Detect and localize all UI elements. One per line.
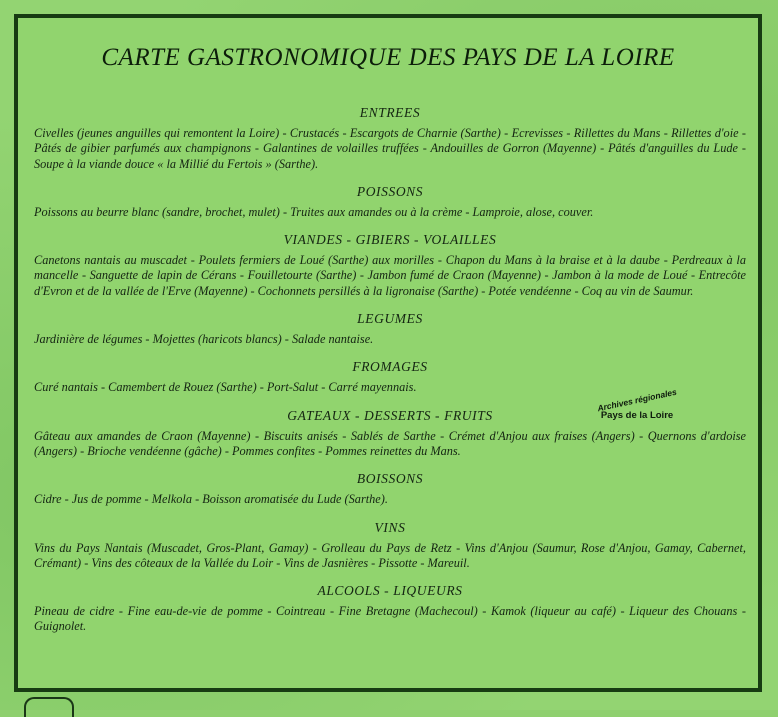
section-vins (34, 519, 746, 572)
section-viandes (34, 231, 746, 299)
section-heading: BOISSONS (356, 471, 424, 487)
section-poissons (34, 183, 746, 220)
section-text: Poissons au beurre blanc (sandre, brochet, mulet) - Truites aux amandes ou à la crème - Lamproie, alose, couver. (34, 204, 594, 219)
section-text: Cidre - Jus de pomme - Melkola - Boisson aromatisée du Lude (Sarthe). (34, 492, 388, 507)
section-text: Canetons nantais au muscadet - Poulets fermiers de Loué (Sarthe) aux morilles - Chapon du Mans à la braise et à la daube - Perdreaux à la mancelle - Sanguette de lapin de Cérans - Fouilletourte (Sarthe) - Jambon fumé de Craon (Mayenne) - Jambon à la mode de Loué - Entrecôte d'Evron et de la vallée de l'Erve (Mayenne) - Cochonnets persillés à la ligronaise (Sarthe) - Potée vendéenne - Coq au vin de Saumur. (34, 253, 746, 298)
section-text: Jardinière de légumes - Mojettes (haricots blancs) - Salade nantaise. (34, 332, 374, 347)
section-alcools (34, 582, 746, 635)
section-boissons (34, 470, 746, 507)
section-legumes (34, 310, 746, 347)
corner-decoration (24, 697, 74, 717)
section-heading: VINS (374, 519, 406, 535)
stamp-top-text: Archives régionales (596, 386, 678, 414)
stamp-bottom-text: Pays de la Loire (600, 410, 674, 421)
section-text: Vins du Pays Nantais (Muscadet, Gros-Plant, Gamay) - Grolleau du Pays de Retz - Vins d'Anjou (Saumur, Rose d'Anjou, Gamay, Cabernet, Crémant) - Vins des côteaux de la Vallée du Loir - Vins de Jasnières - Pissotte - Mareuil. (34, 540, 746, 570)
section-heading: ENTREES (359, 105, 421, 120)
section-fromages (34, 358, 746, 395)
section-text: Gâteau aux amandes de Craon (Mayenne) - Biscuits anisés - Sablés de Sarthe - Crémet d'Anjou aux fraises (Angers) - Quernons d'ardoise (Angers) - Brioche vendéenne (gâche) - Pommes confites - Pommes reinettes du Mans. (34, 428, 746, 458)
section-text: Civelles (jeunes anguilles qui remontent la Loire) - Crustacés - Escargots de Charnie (Sarthe) - Ecrevisses - Rillettes du Mans - Rillettes d'oie - Pâtés de gibier parfumés aux champignons - Galantines de volailles truffées - Andouilles de Gorron (Mayenne) - Pâtés d'anguilles du Lude - Soupe à la viande douce « la Millié du Fertois » (Sarthe). (34, 126, 746, 171)
section-heading: FROMAGES (352, 359, 428, 375)
section-heading: POISSONS (356, 183, 424, 199)
section-text: Pineau de cidre - Fine eau-de-vie de pomme - Cointreau - Fine Bretagne (Machecoul) - Kamok (liqueur au café) - Liqueur des Chouans - Guignolet. (34, 604, 746, 634)
card-content (34, 104, 746, 635)
section-heading: LEGUMES (357, 311, 423, 327)
section-entrees (34, 104, 746, 172)
section-text: Curé nantais - Camembert de Rouez (Sarthe) - Port-Salut - Carré mayennais. (34, 380, 417, 395)
section-heading: ALCOOLS - LIQUEURS (317, 583, 463, 599)
gastronomy-card (14, 14, 762, 692)
archives-stamp (596, 386, 678, 441)
section-heading: VIANDES - GIBIERS - VOLAILLES (283, 232, 497, 248)
page-title: CARTE GASTRONOMIQUE DES PAYS DE LA LOIRE (101, 44, 675, 71)
section-heading: GATEAUX - DESSERTS - FRUITS (287, 407, 493, 423)
